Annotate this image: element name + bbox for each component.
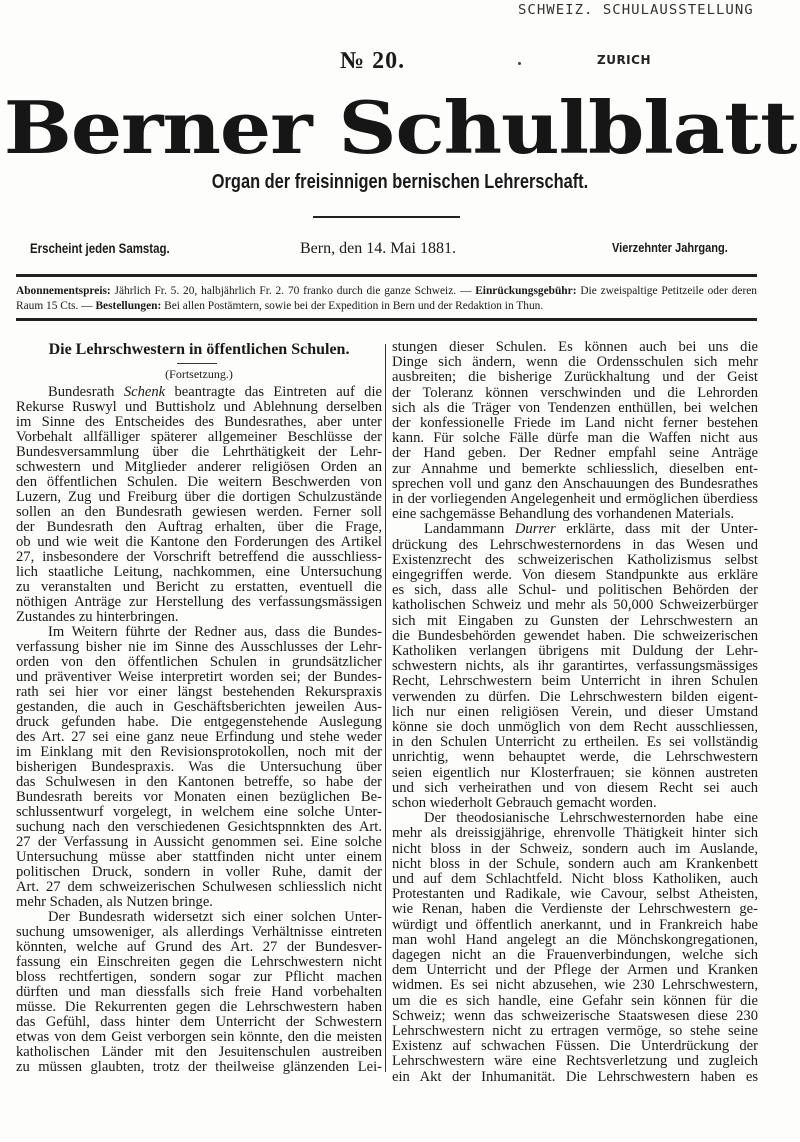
masthead-subtitle: Organ der freisinnigen bernischen Lehrerschaft. (211, 171, 589, 193)
article-line: katholischen Länder mit den Jesuitenschulen austreiben (16, 1044, 382, 1060)
notice-text-price: Jährlich Fr. 5. 20, halbjährlich Fr. 2. 70 franko durch die ganze Schweiz. — (110, 285, 476, 297)
article-line: nicht bloss in der Schweiz, sondern auch im Auslande, (392, 840, 758, 857)
article-line: Bundesversammlung über die Lehrthätigkeit der Lehr- (16, 444, 382, 460)
masthead-rule (313, 216, 460, 218)
article-line: es sich, dass alle Schul- und politischen Behörden der (392, 582, 758, 599)
article-line: Rekurse Ruswyl und Buttisholz und Ablehnung derselben (16, 399, 382, 415)
article-line: wie Renan, haben die Verdienste der Lehrschwestern ge- (392, 901, 758, 918)
article-line: und auf dem Schlachtfeld. Nicht bloss Katholiken, auch (392, 871, 758, 887)
article-line: eine sachgemässe Behandlung des vorhandenen Materials. (392, 506, 735, 523)
article-line: Lehrschwestern nicht zu ertragen vermöge, so stehe seine (392, 1023, 758, 1039)
article-line: würdigt und öffentlich anerkannt, und in Frankreich habe (392, 916, 758, 933)
article-line: in der vorliegenden Angelegenheit und ermöglichen überdiess (392, 491, 758, 507)
article-line: politischen Druck, sondern in voller Ruhe, damit der (16, 864, 382, 880)
article-line: Existenzrecht des schweizerischen Katholizismus selbst (392, 551, 758, 568)
article-line: dagegen nicht an die Frauenverbindungen, welche sich (392, 947, 758, 963)
article-line: Vorbehalt allfälliger späterer allgemeiner Beschlüsse der (16, 429, 382, 445)
publication-date: Bern, den 14. Mai 1881. (300, 240, 456, 257)
column-divider (385, 344, 386, 1072)
article-line: lich nur einen religiösen Verein, und dieser Umstand (392, 703, 758, 720)
article-line: schlussentwurf vorgelegt, in welchem eine solche Unter- (16, 804, 382, 820)
article-line: zu veranstalten und Bericht zu erstatten, eventuell die (16, 579, 382, 595)
notice-rule-top (16, 274, 757, 277)
article-line: Landammann Durrer erklärte, dass mit der Unter- (424, 521, 758, 538)
library-stamp: SCHWEIZ. SCHULAUSSTELLUNG (518, 2, 754, 18)
masthead-title: Berner Schulblatt (3, 85, 797, 170)
article-line: und präventiver Weise interpretirt worden sei; der Bundes- (16, 669, 382, 685)
article-line: um die es sich handle, eine Gefahr sein können für die (392, 992, 758, 1009)
article-line: das Schulwesen in den Kantonen betreffe, so habe der (16, 774, 382, 790)
subscription-notice (16, 284, 757, 314)
article-title-rule (177, 363, 217, 364)
publication-volume: Vierzehnter Jahrgang. (612, 240, 728, 255)
article-line: den öffentlichen Schulen. Die weitern Beschwerden von (16, 474, 382, 490)
article-line: bisherigen Bundespraxis. Was die Untersuchung über (16, 759, 382, 775)
article-line: zur Annahme und bemerkte schliesslich, dieselben ent- (392, 460, 758, 477)
article-line: kann. Für solche Fälle dürfe man die Waffen nicht aus (392, 430, 758, 447)
article-line: sich als die Träger von Tendenzen enthüllen, bei welchen (392, 399, 758, 416)
article-line: Im Weitern führte der Redner aus, dass die Bundes- (48, 624, 382, 640)
article-line: sich mit Eingaben zu Gunsten der Lehrschwestern an (392, 612, 758, 629)
article-line: man wohl Hand angelegt an die Mönchskongregationen, (392, 931, 758, 948)
article-line: zu müssen glaubten, trotz der theilweise glänzenden Lei- (16, 1059, 382, 1075)
article-line: suchung nach den verschiedenen Gesichtspnnkten des Art. (16, 819, 382, 835)
article-line: verwenden zu dürfen. Die Lehrschwestern bilden eigent- (392, 688, 758, 705)
article-line: Katholiken verlangen übrigens mit Duldung der Lehr- (392, 643, 758, 659)
article-line: der Hand geben. Der Redner empfahl seine Anträge (392, 445, 758, 462)
article-line: im Sinne des Entscheides des Bundesrathes, aber unter (16, 414, 382, 430)
article-line: schon wiederholt Gebrauch gemacht worden. (392, 795, 657, 811)
article-line: sollen an den Bundesrath gewiesen werden. Ferner soll (16, 504, 382, 520)
article-line: der Toleranz können verschwinden und die Lehrorden (392, 384, 758, 401)
notice-rule-bottom (16, 318, 757, 321)
article-line: Art. 27 dem schweizerischen Schulwesen schliesslich nicht (16, 879, 382, 895)
article-line: Dinge sich ändern, wenn die Ordensschulen sich mehr (392, 354, 758, 371)
notice-label-orders: Bestellungen: (95, 300, 162, 312)
article-line: das Gefühl, dass hinter dem Unterricht der Schwestern (16, 1014, 382, 1030)
article-line: die Bundesbehörden gewendet haben. Die schweizerischen (392, 627, 758, 644)
article-line: dürften und man diessfalls sich freie Hand vorbehalten (16, 984, 382, 1000)
article-line: schwestern nichts, als ihr garantirtes, verfassungsmässiges (392, 658, 758, 675)
article-line: Der Bundesrath widersetzt sich einer solchen Unter- (48, 909, 382, 925)
article-line: könne sie doch unmöglich von dem Recht ausschliessen, (392, 719, 758, 735)
article-line: gestanden, die auch in Geschäftsberichten jeweilen Aus- (16, 699, 382, 715)
article-line: orden von den öffentlichen Schulen in grundsätzlicher (16, 654, 382, 670)
article-line: bloss rechtfertigen, sondern sogar zur Pflicht machen (16, 969, 382, 985)
article-line: schwestern und Mitglieder anderer religiösen Orden an (16, 459, 382, 475)
article-line: Untersuchung müsse aber stattfinden nicht unter einem (16, 849, 382, 865)
article-line: 27 der Verfassung in Aussicht genommen sei. Eine solche (16, 834, 382, 850)
article-line: nicht bloss in der Schule, sondern auch am Krankenbett (392, 855, 758, 872)
article-line: ausbreiten; die bisherige Zurückhaltung und der Geist (392, 369, 758, 386)
notice-text-fee: Die zweispaltige Petitzeile oder deren Raum 15 Cts. — (16, 285, 757, 312)
article-line: fassung ein Einschreiten gegen die Lehrschwestern nicht (16, 954, 382, 970)
notice-label-price: Abonnementspreis: (16, 285, 111, 297)
article-line: katholischen Schweiz und mehr als 50,000 Schweizerbürger (392, 597, 758, 614)
article-line: drückung des Lehrschwesternordens in das Wesen und (392, 536, 758, 553)
article-line: in den Schulen Unterricht zu ertheilen. Es sei vollständig (392, 734, 758, 751)
article-line: 27, insbesondere der Vorschrift betreffend die ausschliess- (16, 549, 382, 565)
article-line: Lehrschwestern wäre eine Rechtsverletzung und zugleich (392, 1053, 758, 1070)
article-line: des Art. 27 sei eine ganz neue Erfindung und stehe weder (16, 729, 382, 745)
article-line: rath sei hier vor einer längst bestehenden Rekurspraxis (16, 684, 382, 700)
article-line: seien eigentlich nur Klosterfrauen; sie können austreten (392, 764, 758, 781)
article-title: Die Lehrschwestern in öffentlichen Schulen. (48, 341, 350, 358)
article-line: ein Akt der Inhumanität. Die Lehrschwestern haben es (392, 1068, 758, 1085)
article-line: Schweiz; wenn das schweizerische Staatswesen diese 230 (392, 1007, 758, 1024)
article-line: suchung umsoweniger, als allerdings Verhältnisse eintreten (16, 924, 382, 940)
article-line: druck gefunden habe. Die entgegenstehende Auslegung (16, 714, 382, 730)
speaker-name: Schenk (123, 384, 166, 400)
article-line: mehr als dreissigjährige, ehrenvolle Thätigkeit hinter sich (392, 825, 758, 842)
article-line: dem Unterricht und der Pflege der Armen und Kranken (392, 962, 758, 979)
issue-number: № 20. (340, 48, 406, 74)
stamp-city: ZURICH (597, 53, 651, 67)
article-line: und sich verheirathen und von diesem Recht sei auch (392, 779, 758, 796)
article-line: Bundesrath bereits vor Monaten einen bezüglichen Be- (16, 789, 382, 805)
article-line: stungen dieser Schulen. Es können auch bei uns die (392, 339, 758, 355)
article-continuation: (Fortsetzung.) (165, 367, 233, 381)
publication-frequency: Erscheint jeden Samstag. (30, 240, 170, 256)
article-line: etwas von dem Geist verborgen sein könnte, den die meisten (16, 1029, 382, 1045)
speaker-name: Durrer (514, 521, 556, 538)
article-line: lich staatliche Leitung, nachkommen, eine Untersuchung (16, 564, 382, 580)
article-line: widmen. Es sei nicht abzusehen, wie 230 Lehrschwestern, (392, 977, 758, 994)
article-line: müsse. Die Rekurrenten gegen die Lehrschwestern haben (16, 999, 382, 1015)
article-line: Protestanten und Radikale, wie Cavour, selbst Atheisten, (392, 886, 758, 903)
article-line: Der theodosianische Lehrschwesternorden habe eine (424, 810, 758, 827)
notice-text-orders: Bei allen Postämtern, sowie bei der Expedition in Bern und der Redaktion in Thun. (161, 300, 544, 312)
article-line: sprechen voll und ganz den Anschauungen des Bundesrathes (392, 475, 758, 492)
article-line: Zustandes zu hinterbringen. (16, 609, 179, 625)
article-line: Recht, Lehrschwestern beim Unterricht in ihren Schulen (392, 673, 758, 690)
article-line: ob und wie weit die Kantone den Forderungen des Artikel (16, 534, 382, 550)
article-line: mehr Schaden, als Nutzen bringe. (16, 894, 213, 910)
article-line: Existenz auf schwachen Füssen. Die Unterdrückung der (392, 1038, 758, 1055)
ink-speck (518, 62, 521, 65)
article-line: unrichtig, wenn behauptet werde, die Lehrschwestern (392, 749, 758, 766)
article-line: nöthigen Anträge zur Herstellung des verfassungsmässigen (16, 594, 382, 610)
article-line: verfassung bisher nie im Sinne des Ausschlusses der Lehr- (16, 639, 382, 655)
article-line: der Bundesrath den Auftrag erhalten, über die Frage, (16, 519, 382, 535)
article-line: im Einklang mit den Revisionsprotokollen, noch mit der (16, 744, 382, 760)
article-line: könnten, welche auf Grund des Art. 27 der Bundesver- (16, 939, 382, 955)
notice-label-fee: Einrückungsgebühr: (475, 285, 577, 297)
article-line: der konfessionelle Friede im Land nicht ferner bestehen (392, 415, 758, 431)
article-line: Luzern, Zug und Freiburg über die dortigen Schulzustände (16, 489, 382, 505)
article-line: Bundesrath Schenk beantragte das Eintreten auf die (48, 384, 382, 400)
article-line: eingegriffen werde. Von diesem Standpunkte aus erkläre (392, 567, 758, 583)
